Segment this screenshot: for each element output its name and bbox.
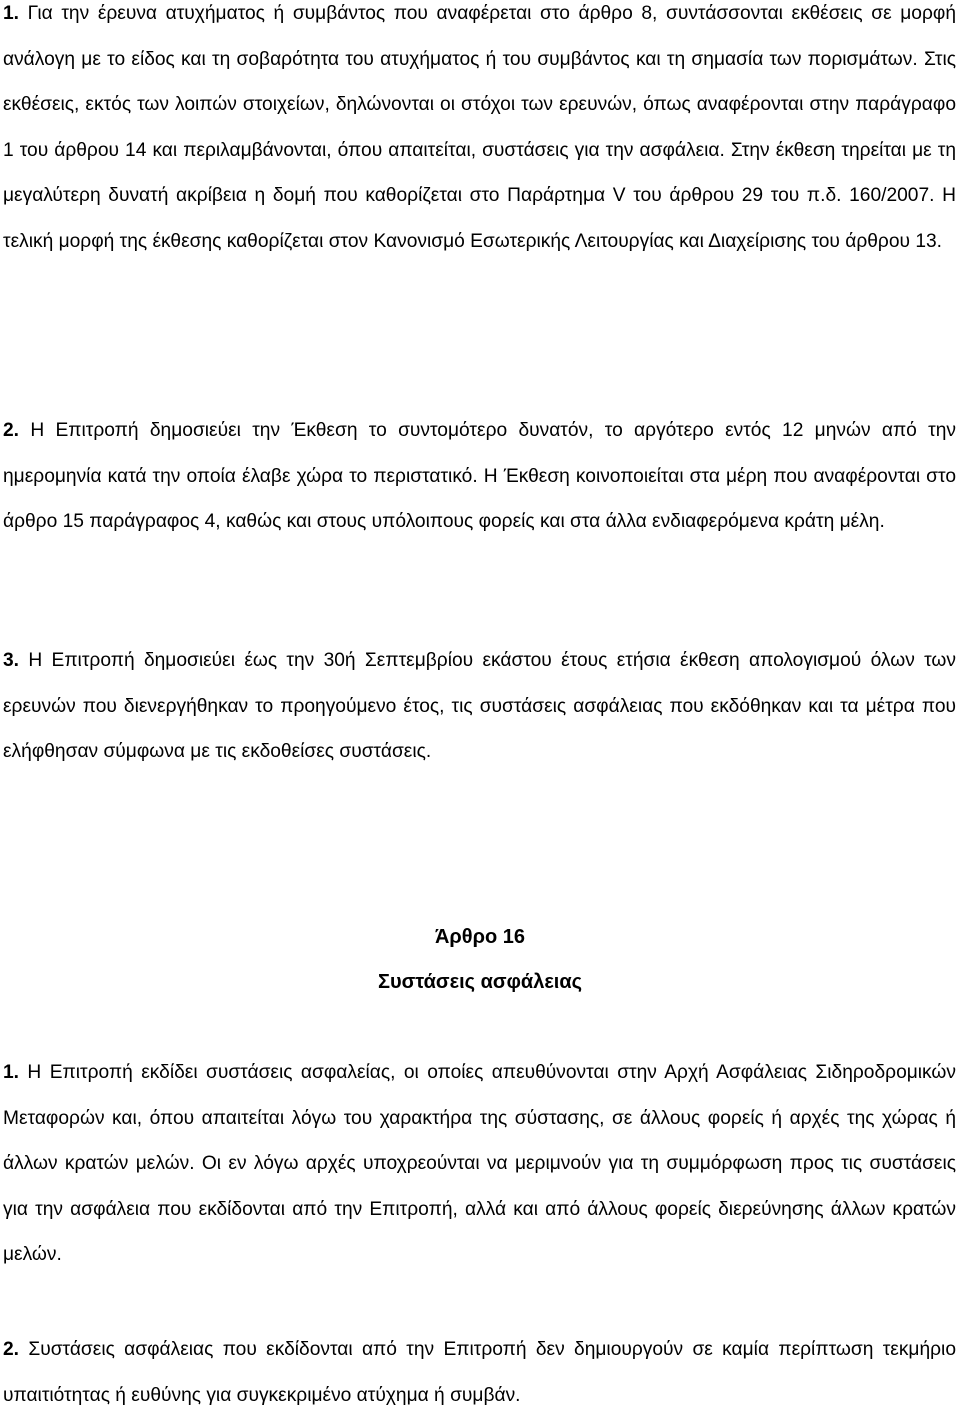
- paragraph-safety-recommendations: [3, 1050, 956, 1278]
- paragraph-number: 2.: [3, 1339, 20, 1360]
- paragraph-report-drafting: [3, 0, 956, 265]
- paragraph-text: Η Επιτροπή εκδίδει συστάσεις ασφαλείας, οι οποίες απευθύνονται στην Αρχή Ασφάλειας Σιδηροδρομικών Μεταφορών και, όπου απαιτείται λόγω του χαρακτήρα της σύστασης, σε άλλους φορείς ή αρχές της χώρας ή άλλων κρατών μελών. Οι εν λόγω αρχές υποχρεούνται να μεριμνούν για τη συμμόρφωση προς τις συστάσεις για την ασφάλεια που εκδίδονται από την Επιτροπή, αλλά και από άλλους φορείς διερεύνησης άλλων κρατών μελών.: [3, 1062, 956, 1266]
- paragraph-no-liability: [3, 1327, 956, 1418]
- article-title: Άρθρο 16: [434, 926, 526, 948]
- paragraph-annual-report: [3, 638, 956, 775]
- paragraph-number: 3.: [3, 650, 20, 671]
- paragraph-text: Η Επιτροπή δημοσιεύει την Έκθεση το συντομότερο δυνατόν, το αργότερο εντός 12 μηνών από την ημερομηνία κατά την οποία έλαβε χώρα το περιστατικό. Η Έκθεση κοινοποιείται στα μέρη που αναφέρονται στο άρθρο 15 παράγραφος 4, καθώς και στους υπόλοιπους φορείς και στα άλλα ενδιαφερόμενα κράτη μέλη.: [3, 420, 956, 533]
- paragraph-text: Συστάσεις ασφάλειας που εκδίδονται από την Επιτροπή δεν δημιουργούν σε καμία περίπτωση τεκμήριο υπαιτιότητας ή ευθύνης για συγκεκριμένο ατύχημα ή συμβάν.: [3, 1339, 956, 1406]
- paragraph-report-publication: [3, 408, 956, 545]
- paragraph-number: 1.: [3, 1062, 20, 1083]
- paragraph-text: Για την έρευνα ατυχήματος ή συμβάντος που αναφέρεται στο άρθρο 8, συντάσσονται εκθέσεις σε μορφή ανάλογη με το είδος και τη σοβαρότητα του ατυχήματος ή του συμβάντος και τη σημασία των πορισμάτων. Στις εκθέσεις, εκτός των λοιπών στοιχείων, δηλώνονται οι στόχοι των ερευνών, όπως αναφέρονται στην παράγραφο 1 του άρθρου 14 και περιλαμβάνονται, όπου απαιτείται, συστάσεις για την ασφάλεια. Στην έκθεση τηρείται με τη μεγαλύτερη δυνατή ακρίβεια η δομή που καθορίζεται στο Παράρτημα V του άρθρου 29 του π.δ. 160/2007. Η τελική μορφή της έκθεσης καθορίζεται στον Κανονισμό Εσωτερικής Λειτουργίας και Διαχείρισης του άρθρου 13.: [3, 3, 956, 252]
- paragraph-number: 1.: [3, 3, 20, 24]
- article-subtitle: Συστάσεις ασφάλειας: [377, 971, 583, 993]
- paragraph-number: 2.: [3, 420, 20, 441]
- paragraph-text: Η Επιτροπή δημοσιεύει έως την 30ή Σεπτεμβρίου εκάστου έτους ετήσια έκθεση απολογισμού όλων των ερευνών που διενεργήθηκαν το προηγούμενο έτος, τις συστάσεις ασφάλειας που εκδόθηκαν και τα μέτρα που ελήφθησαν σύμφωνα με τις εκδοθείσες συστάσεις.: [3, 650, 956, 763]
